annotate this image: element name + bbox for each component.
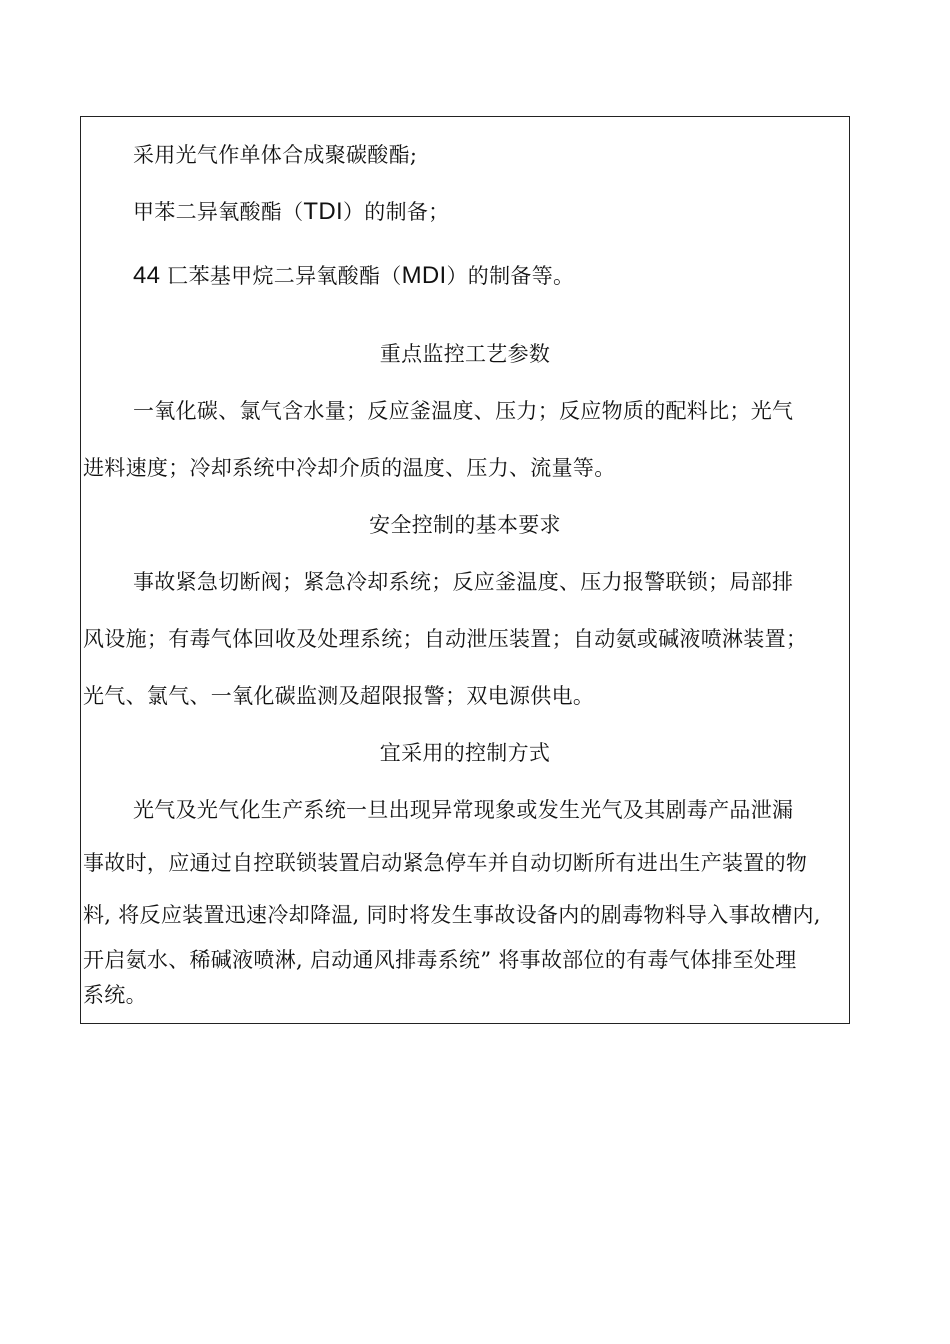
- control-heading: 宜采用的控制方式: [379, 741, 551, 765]
- control-line-1: 光气及光气化生产系统一旦出现异常现象或发生光气及其剧毒产品泄漏: [133, 798, 794, 822]
- item-tdi-code: TDI: [303, 198, 343, 225]
- item-mdi-number: 44: [133, 262, 161, 289]
- item-mdi-code: MDI: [401, 262, 447, 289]
- item-tdi-pre: 甲苯二异氧酸酯（: [133, 200, 304, 224]
- item-polycarbonate: 采用光气作单体合成聚碳酸酯;: [133, 143, 418, 167]
- item-tdi: [81, 198, 449, 226]
- item-tdi-post: ）的制备；: [342, 200, 450, 224]
- safety-line-2: 风设施；有毒气体回收及处理系统；自动泄压装置；自动氨或碱液喷淋装置；: [83, 627, 808, 651]
- item-mdi: [81, 262, 574, 290]
- monitoring-line-2: 进料速度；冷却系统中冷却介质的温度、压力、流量等。: [83, 456, 616, 480]
- monitoring-line-1: 一氧化碳、氯气含水量；反应釜温度、压力；反应物质的配料比；光气: [133, 399, 794, 423]
- safety-line-1: 事故紧急切断阀；紧急冷却系统；反应釜温度、压力报警联锁；局部排: [133, 570, 794, 594]
- control-line-3: 料, 将反应装置迅速冷却降温, 同时将发生事故设备内的剧毒物料导入事故槽内,: [83, 903, 821, 927]
- item-mdi-post: ）的制备等。: [446, 264, 575, 288]
- monitoring-heading: 重点监控工艺参数: [379, 342, 551, 366]
- control-line-5: 系统。: [83, 983, 147, 1007]
- safety-line-3: 光气、氯气、一氧化碳监测及超限报警；双电源供电。: [83, 684, 595, 708]
- item-mdi-pre: 匸苯基甲烷二异氧酸酯（: [167, 264, 402, 288]
- control-line-2: 事故时，应通过自控联锁装置启动紧急停车并自动切断所有进出生产装置的物: [83, 851, 808, 875]
- content-table-cell: [80, 116, 850, 1024]
- control-line-4: 开启氨水、稀碱液喷淋, 启动通风排毒系统” 将事故部位的有毒气体排至处理: [83, 948, 797, 972]
- safety-heading: 安全控制的基本要求: [369, 513, 561, 537]
